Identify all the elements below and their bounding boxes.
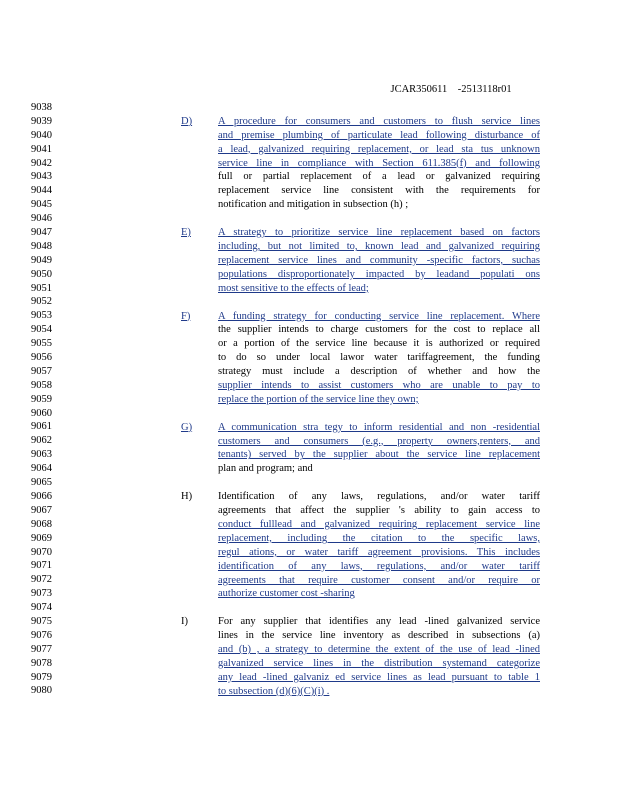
line-number: 9052	[31, 296, 52, 308]
line-number: 9059	[31, 393, 52, 405]
line-number: 9063	[31, 449, 52, 461]
line-number: 9076	[31, 629, 52, 641]
text-line: notification and mitigation in subsection (h) ;	[218, 199, 409, 211]
text-line: full or partial replacement of a lead or galvanized requiring	[218, 171, 540, 183]
line-number: 9047	[31, 227, 52, 239]
text-line: A procedure for consumers and customers to flush service lines	[218, 115, 540, 127]
line-number: 9079	[31, 671, 52, 683]
text-line: Identification of any laws, regulations, and/or water tariff	[218, 491, 540, 503]
text-line: populations disproportionately impacted by leadand populati ons	[218, 268, 540, 280]
text-line: tenants) served by the supplier about the service line replacement	[218, 449, 540, 461]
line-number: 9048	[31, 240, 52, 252]
line-number: 9080	[31, 685, 52, 697]
item-text	[218, 226, 540, 295]
text-line: For any supplier that identifies any lead -lined galvanized service	[218, 616, 540, 628]
text-line: or a portion of the service line because it is authorized or required	[218, 338, 540, 350]
item-label: H)	[181, 491, 193, 503]
line-number: 9069	[31, 532, 52, 544]
text-line: customers and consumers (e.g., property owners,renters, and	[218, 435, 540, 447]
text-line: the supplier intends to charge customers for the cost to replace all	[218, 324, 540, 336]
line-number: 9055	[31, 338, 52, 350]
text-line: identification of any laws, regulations, and/or water tariff	[218, 560, 540, 572]
text-line: strategy must include a description of whether and how the	[218, 366, 540, 378]
line-number: 9043	[31, 171, 52, 183]
document-code: -2513118r01	[457, 84, 512, 95]
line-number: 9044	[31, 185, 52, 197]
text-line: A strategy to prioritize service line replacement based on factors	[218, 227, 540, 239]
line-number: 9038	[31, 102, 52, 113]
text-line: authorize customer cost -sharing	[218, 588, 355, 600]
text-line: regul ations, or water tariff agreement provisions. This includes	[218, 546, 540, 558]
item-text	[218, 490, 540, 601]
item-label: F)	[181, 310, 191, 322]
line-number: 9062	[31, 435, 52, 447]
line-number: 9058	[31, 379, 52, 391]
document-header	[380, 73, 512, 106]
line-number: 9065	[31, 477, 52, 489]
item-text	[218, 615, 540, 698]
line-number: 9068	[31, 518, 52, 530]
text-line: replacement service lines and community -specific factors, suchas	[218, 254, 540, 266]
line-number: 9042	[31, 157, 52, 169]
text-line: galvanized service lines in the distribution systemand categorize	[218, 657, 540, 669]
item-label: G)	[181, 421, 193, 433]
item-text	[218, 310, 540, 407]
line-number: 9064	[31, 463, 52, 475]
text-line: service line in compliance with Section 611.385(f) and following	[218, 157, 540, 169]
item-label: E)	[181, 227, 191, 239]
line-number: 9074	[31, 602, 52, 614]
text-line: including, but not limited to, known lead and galvanized requiring	[218, 240, 540, 252]
line-number: 9072	[31, 574, 52, 586]
text-line: replace the portion of the service line they own;	[218, 393, 419, 405]
item-label: D)	[181, 115, 193, 127]
text-line: plan and program; and	[218, 463, 313, 475]
text-line: most sensitive to the effects of lead;	[218, 282, 369, 294]
text-line: agreements that affect the supplier 's ability to gain access to	[218, 505, 540, 517]
line-number: 9040	[31, 129, 52, 141]
line-number: 9061	[31, 421, 52, 433]
text-line: to subsection (d)(6)(C)(i) .	[218, 685, 330, 697]
text-line: any lead -lined galvaniz ed service lines as lead pursuant to table 1	[218, 671, 540, 683]
text-line: and (b) , a strategy to determine the extent of the use of lead -lined	[218, 644, 540, 656]
line-number: 9049	[31, 254, 52, 266]
text-line: conduct fulllead and galvanized requiring replacement service line	[218, 518, 540, 530]
text-line: replacement, including the citation to the specific laws,	[218, 532, 540, 544]
item-text	[218, 115, 540, 212]
line-number: 9045	[31, 199, 52, 211]
line-number: 9060	[31, 407, 52, 419]
line-number: 9046	[31, 213, 52, 225]
item-text	[218, 421, 540, 477]
line-number: 9057	[31, 365, 52, 377]
text-line: and premise plumbing of particulate lead following disturbance of	[218, 129, 540, 141]
line-number: 9056	[31, 352, 52, 364]
document-id: JCAR350611	[390, 84, 448, 95]
text-line: A communication stra tegy to inform residential and non -residential	[218, 421, 540, 433]
text-line: to do so under local lawor water tariffagreement, the funding	[218, 352, 540, 364]
text-line: replacement service line consistent with the requirements for	[218, 185, 540, 197]
line-number: 9050	[31, 268, 52, 280]
line-number: 9075	[31, 615, 52, 627]
line-number: 9053	[31, 310, 52, 322]
text-line: a lead, galvanized requiring replacement, or lead sta tus unknown	[218, 143, 540, 155]
text-line: supplier intends to assist customers who are unable to pay to	[218, 379, 540, 391]
line-number: 9041	[31, 143, 52, 155]
line-number: 9054	[31, 324, 52, 336]
line-number: 9039	[31, 115, 52, 127]
text-line: agreements that require customer consent and/or require or	[218, 574, 540, 586]
text-line: A funding strategy for conducting service line replacement. Where	[218, 310, 540, 322]
text-line: lines in the service line inventory as described in subsections (a)	[218, 630, 540, 642]
line-number: 9078	[31, 657, 52, 669]
line-number: 9067	[31, 504, 52, 516]
line-number: 9066	[31, 490, 52, 502]
line-number: 9077	[31, 643, 52, 655]
line-number: 9073	[31, 588, 52, 600]
line-number: 9051	[31, 282, 52, 294]
line-number-column	[31, 101, 71, 698]
line-number: 9071	[31, 560, 52, 572]
line-number: 9070	[31, 546, 52, 558]
item-label: I)	[181, 616, 188, 628]
